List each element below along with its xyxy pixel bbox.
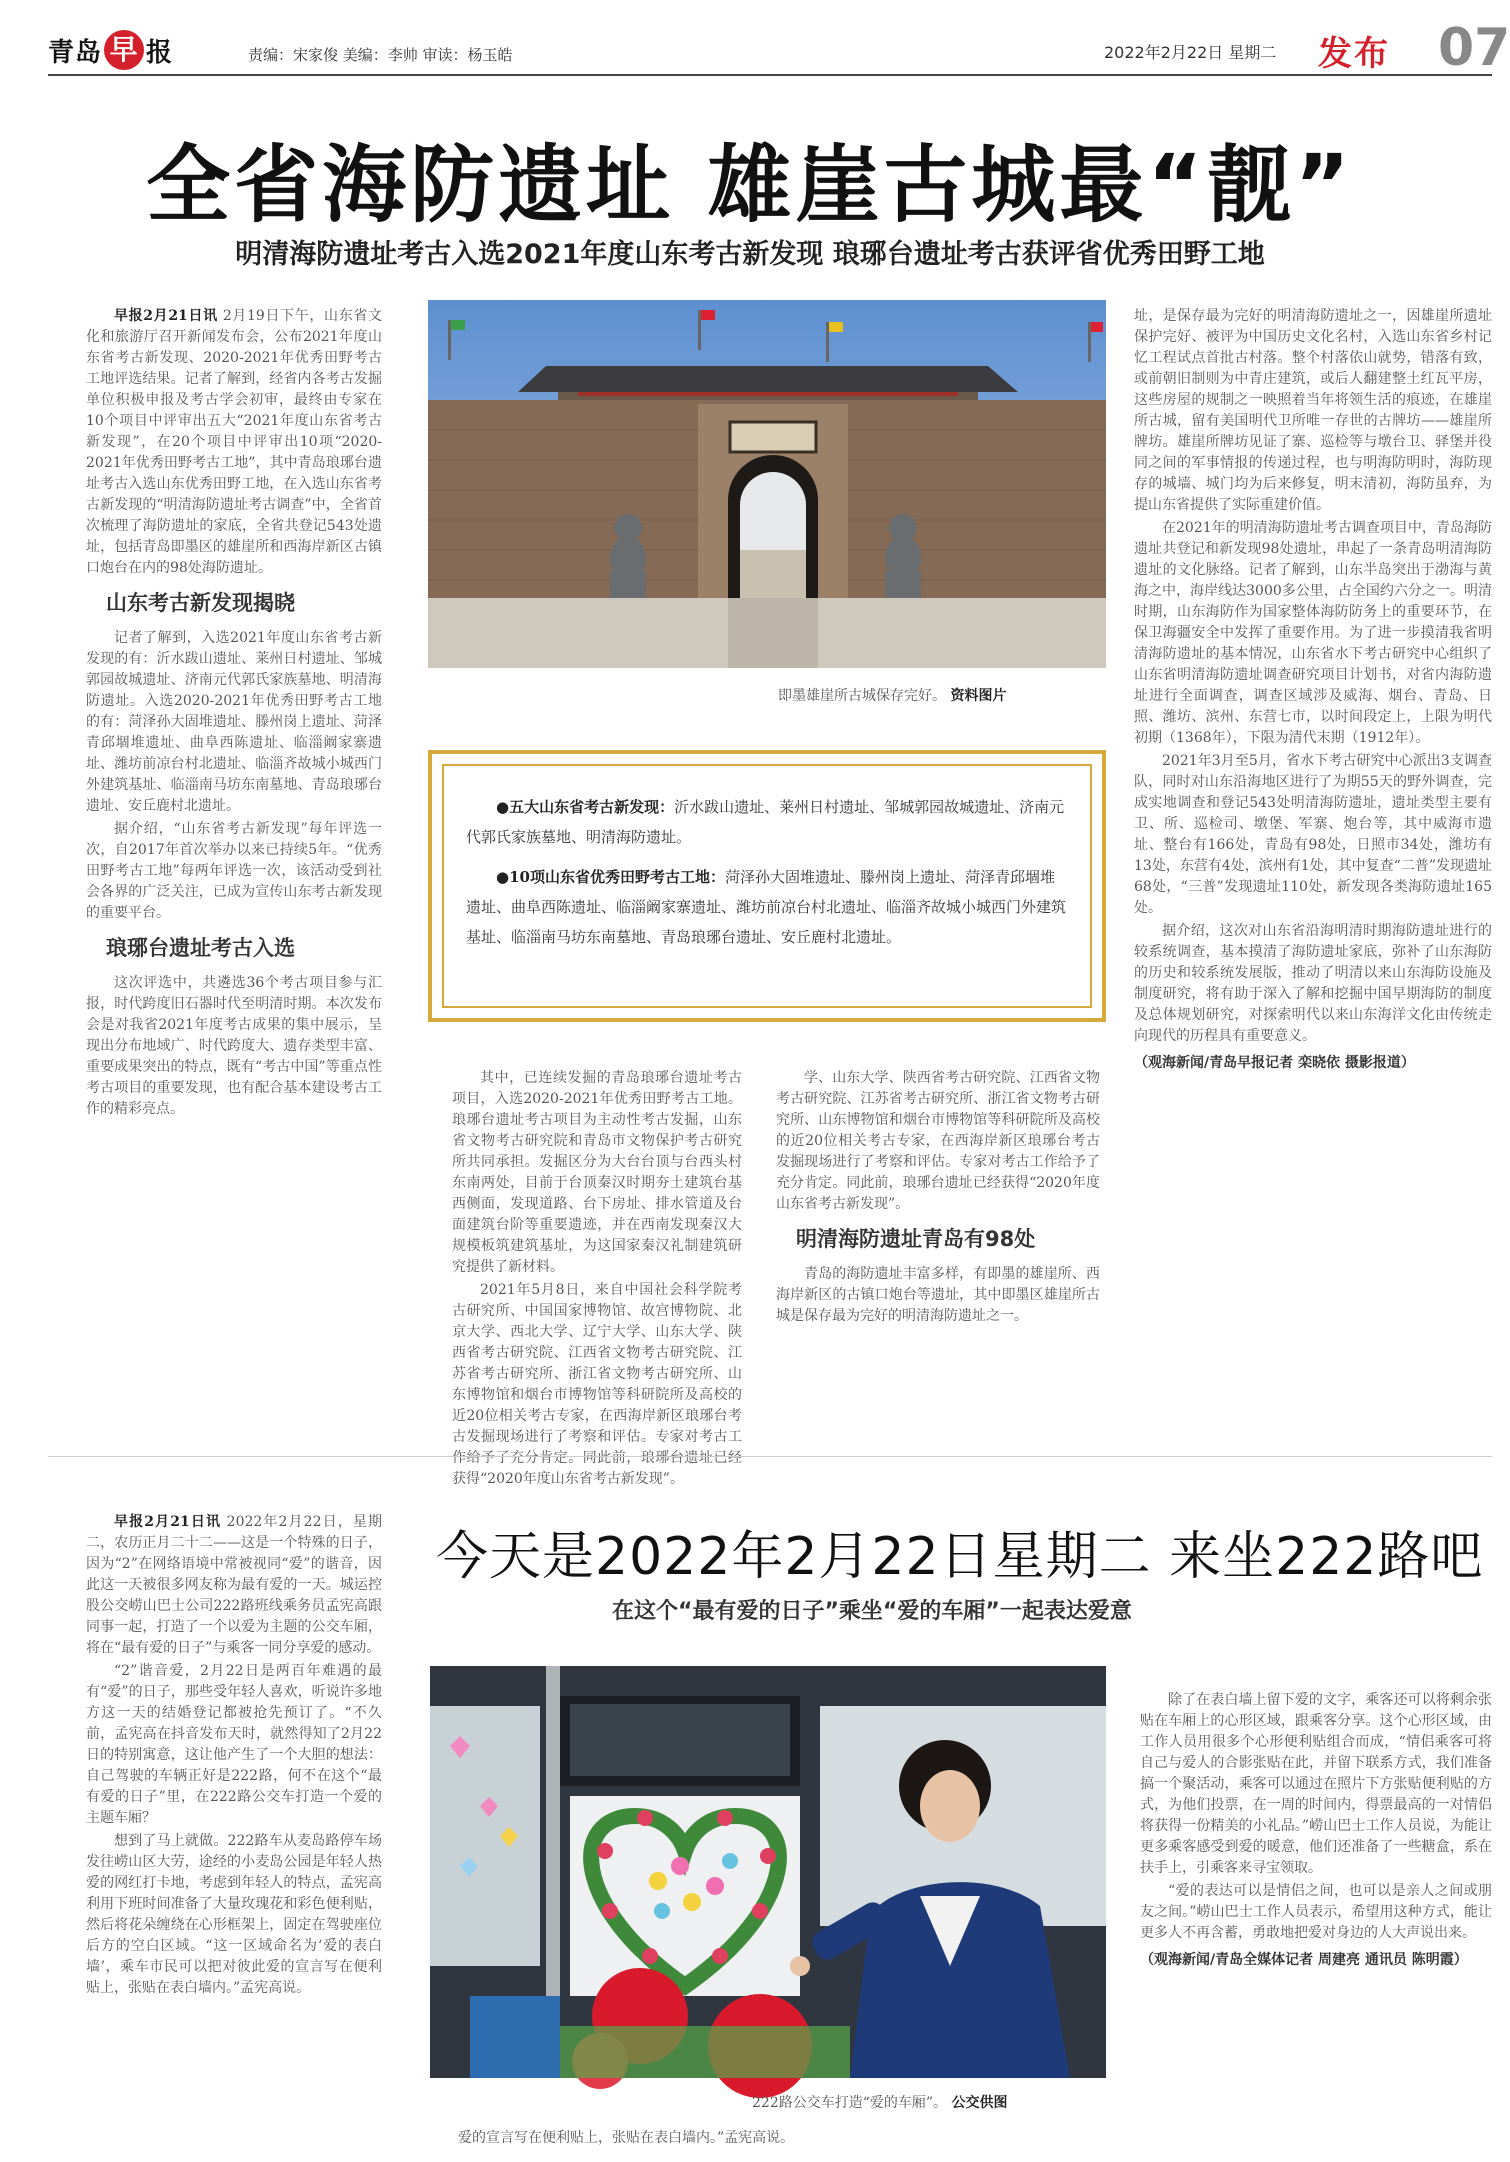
story2-byline: （观海新闻/青岛全媒体记者 周建亮 通讯员 陈明霞） [1140,1952,1468,1968]
bus-love-wall-photo [430,1666,1106,2078]
city-gate-photo [428,300,1106,668]
logo-text-left: 青岛 [48,38,103,68]
newspaper-logo [48,32,173,70]
story1-paragraph: 2021年3月至5月，省水下考古研究中心派出3支调查队，同时对山东沿海地区进行了为期55天的野外调查，完成实地调查和登记543处明清海防遗址，遗址类型主要有卫、所、巡检司、墩堡、军寨、炮台等，其中威海市遗址、整台有166处，青岛有98处，日照市34处，潍坊有13处，东营有4处，滨州有1处，其中复查“二普”发现遗址68处，“三普”发现遗址110处，新发现各类海防遗址165处。 [1134,753,1492,916]
photo-credit: 公交供图 [951,2095,1008,2111]
story1-paragraph: 记者了解到，入选2021年度山东省考古新发现的有：沂水跋山遗址、莱州日村遗址、邹城郭园故城遗址、济南元代郭氏家族墓地、明清海防遗址。入选2020-2021年优秀田野考古工地的有：菏泽孙大固堆遗址、滕州岗上遗址、菏泽青邱堌堆遗址、曲阜西陈遗址、临淄阚家寨遗址、潍坊前凉台村北遗址、临淄齐故城小城西门外建筑基址、临淄南马坊东南墓地、青岛琅琊台遗址、安丘鹿村北遗址。 [86,630,382,814]
dateline: 早报2月21日讯 [114,1514,222,1530]
story1-column-1 [86,306,382,1432]
story1-paragraph: 早报2月21日讯 2月19日下午，山东省文化和旅游厅召开新闻发布会，公布2021年度山东省考古新发现、2020-2021年优秀田野考古工地评选结果。记者了解到，经省内各考古发掘单位积极申报及考古学会初审，最终由专家在10个项目中评审出五大“2021年度山东省考古新发现”，在20个项目中评审出10项“2020-2021年优秀田野考古工地”，其中青岛琅琊台遗址考古入选山东优秀田野工地，在入选山东省考古新发现的“明清海防遗址考古调查”中，全省首次梳理了海防遗址的家底，全省共登记543处遗址，包括青岛即墨区的雄崖所和西海岸新区古镇口炮台在内的98处海防遗址。 [86,308,382,576]
story-divider [48,1456,1492,1457]
info-box-label: ●10项山东省优秀田野考古工地： [496,868,725,886]
section-name: 发布 [1318,34,1390,74]
story1-crosshead: 山东考古新发现揭晓 [106,591,295,615]
story2-paragraph: 除了在表白墙上留下爱的文字，乘客还可以将剩余张贴在车厢上的心形区域，跟乘客分享。这个心形区域，由工作人员用很多个心形便利贴组合而成，“情侣乘客可将自己与爱人的合影张贴在此，并留下联系方式，我们准备搞一个聚活动，乘客可以通过在照片下方张贴便利贴的方式，为他们投票，在一周的时间内，得票最高的一对情侣将获得一份精美的小礼品。”崂山巴士工作人员说，为能让更多乘客感受到爱的暖意，他们还准备了一些糖盒，系在扶手上，引乘客来寻宝领取。 [1140,1692,1492,1876]
page-number: 07 [1438,18,1510,78]
photo-credit: 资料图片 [950,688,1007,704]
bus-love-wall-image [430,1666,1106,2078]
editor-credits: 责编：宋家俊 美编：李帅 审读：杨玉皓 [248,46,513,64]
info-box-label: ●五大山东省考古新发现： [496,798,675,816]
story1-paragraph: 学、山东大学、陕西省考古研究院、江西省文物考古研究院、江苏省考古研究所、浙江省文物考古研究所、山东博物馆和烟台市博物馆等科研院所及高校的近20位相关考古专家，在西海岸新区琅琊台考古发掘现场进行了考察和评估。专家对考古工作给予了充分肯定。同此前，琅琊台遗址已经获得“2020年度山东省考古新发现”。 [776,1070,1100,1212]
story1-column-4 [1134,306,1492,1432]
story1-paragraph: 青岛的海防遗址丰富多样，有即墨的雄崖所、西海岸新区的古镇口炮台等遗址，其中即墨区雄崖所古城是保存最为完好的明清海防遗址之一。 [776,1266,1100,1324]
logo-text-right: 报 [146,38,174,68]
story2-paragraph: 爱的宣言写在便利贴上，张贴在表白墙内。”孟宪高说。 [458,2130,795,2146]
logo-mark-icon: 早 [104,30,144,70]
story2-paragraph: “2”谐音爱，2月22日是两百年难遇的最有“爱”的日子，那些受年轻人喜欢，听说许多地方这一天的结婚登记都被抢先预订了。“不久前，孟宪高在抖音发布天时，就然得知了2月22日的特别寓意，这让他产生了一个大胆的想法：自己驾驶的车辆正好是222路，何不在这个“最有爱的日子”里，在222路公交车打造一个爱的主题车厢？ [86,1663,382,1826]
story2-paragraph: 想到了马上就做。222路车从麦岛路停车场发往崂山区大劳，途经的小麦岛公园是年轻人热爱的网红打卡地，考虑到年轻人的特点，孟宪高利用下班时间准备了大量玫瑰花和彩色便利贴，然后将花朵缠绕在心形框架上，固定在驾驶座位后方的空白区域。“这一区域命名为‘爱的表白墙’，乘车市民可以把对彼此爱的宣言写在便利贴上，张贴在表白墙内。”孟宪高说。 [86,1833,382,1996]
photo-caption: 即墨雄崖所古城保存完好。 资料图片 [778,688,1007,704]
story2-paragraph: 早报2月21日讯 2022年2月22日，星期二，农历正月二十二——这是一个特殊的日子，因为“2”在网络语境中常被视同“爱”的谐音，因此这一天被很多网友称为最有爱的一天。城运控股公交崂山巴士公司222路班线乘务员孟宪高跟同事一起，打造了一个以爱为主题的公交车厢，将在“最有爱的日子”与乘客一同分享爱的感动。 [86,1514,382,1656]
story1-column-2 [452,1068,742,1487]
dateline: 早报2月21日讯 [114,308,218,324]
city-gate-image [428,300,1106,668]
info-box-inner [442,764,1092,1008]
info-box-item: ●五大山东省考古新发现：沂水跋山遗址、莱州日村遗址、邹城郭园故城遗址、济南元代郭氏家族墓地、明清海防遗址。 [466,798,1065,846]
story1-column-3 [776,1068,1100,1432]
story1-paragraph: 据介绍，“山东省考古新发现”每年评选一次，自2017年首次举办以来已持续5年。“优秀田野考古工地”每两年评选一次，该活动受到社会各界的广泛关注，已成为宣传山东考古新发现的重要平台。 [86,821,382,921]
story1-byline: （观海新闻/青岛早报记者 栾晓依 摄影报道） [1134,1055,1415,1071]
story1-subheadline: 明清海防遗址考古入选2021年度山东考古新发现 琅琊台遗址考古获评省优秀田野工地 [235,239,1265,270]
story1-paragraph: 这次评选中，共遴选36个考古项目参与汇报，时代跨度旧石器时代至明清时期。本次发布会是对我省2021年度考古成果的集中展示，呈现出分布地域广、时代跨度大、遗存类型丰富、重要成果突出的特点，既有“考古中国”等重点性考古项目的重要发现，也有配合基本建设考古工作的精彩亮点。 [86,975,382,1117]
story2-column-4 [1140,1690,1492,2158]
info-box [428,750,1106,1022]
story1-paragraph: 据介绍，这次对山东省沿海明清时期海防遗址进行的较系统调查，基本摸清了海防遗址家底，弥补了山东海防的历史和较系统发展版，推动了明清以来山东海防设施及制度研究，将有助于深入了解和挖掘中国早期海防的制度及总体规划研究，对探索明代以来山东海洋文化由传统走向现代的历程具有重要意义。 [1134,923,1492,1044]
issue-date: 2022年2月22日 星期二 [1104,43,1277,62]
story2-column-1 [86,1512,382,2158]
story1-crosshead: 琅琊台遗址考古入选 [106,936,295,960]
story1-headline: 全省海防遗址 雄崖古城最“靓” [146,136,1354,234]
story2-paragraph: “爱的表达可以是情侣之间，也可以是亲人之间或朋友之间。”崂山巴士工作人员表示，希望用这种方式，能让更多人不再含蓄，勇敢地把爱对身边的人大声说出来。 [1140,1883,1492,1941]
story2-subheadline: 在这个“最有爱的日子”乘坐“爱的车厢”一起表达爱意 [612,1599,1132,1624]
story1-paragraph: 在2021年的明清海防遗址考古调查项目中，青岛海防遗址共登记和新发现98处遗址，串起了一条青岛明清海防遗址的文化脉络。记者了解到，山东半岛突出于渤海与黄海之中，海岸线达3000多公里，占全国约六分之一。明清时期，山东海防作为国家整体海防防务上的重要环节，在保卫海疆安全中发挥了重要作用。为了进一步摸清我省明清海防遗址的基本情况，山东省水下考古研究中心组织了山东省明清海防遗址调查研究项目计划书，对省内海防遗址进行全面调查，调查区域涉及威海、烟台、青岛、日照、潍坊、滨州、东营七市，以时间段定上，上限为明代初期（1368年），下限为清代末期（1912年）。 [1134,520,1492,746]
info-box-item: ●10项山东省优秀田野考古工地：菏泽孙大固堆遗址、滕州岗上遗址、菏泽青邱堌堆遗址、曲阜西陈遗址、临淄阚家寨遗址、潍坊前凉台村北遗址、临淄齐故城小城西门外建筑基址、临淄南马坊东南墓地、青岛琅琊台遗址、安丘鹿村北遗址。 [466,868,1067,946]
story1-crosshead: 明清海防遗址青岛有98处 [796,1227,1036,1251]
page-header [48,18,1510,78]
photo-caption: 222路公交车打造“爱的车厢”。 公交供图 [752,2095,1008,2111]
story2-column-2 [430,2128,1106,2158]
story1-paragraph: 其中，已连续发掘的青岛琅琊台遗址考古项目，入选2020-2021年优秀田野考古工地。琅琊台遗址考古项目为主动性考古发掘，山东省文物考古研究院和青岛市文物保护考古研究所共同承担。发掘区分为大台台顶与台西头村东南两处，目前于台顶秦汉时期夯土建筑台基西侧面，发现道路、台下房址、排水管道及台面建筑台阶等重要遗迹，并在西南发现秦汉大规模板筑建筑基址，为这国家秦汉礼制建筑研究提供了新材料。 [452,1070,742,1275]
story1-paragraph: 址，是保存最为完好的明清海防遗址之一，因雄崖所遗址保护完好、被评为中国历史文化名村，入选山东省乡村记忆工程试点首批古村落。整个村落依山就势，错落有致，或前朝旧制则为中青庄建筑，或后人翻建整土红瓦平房，这些房屋的规制之一映照着当年将领生活的痕迹，在雄崖所古城，留有美国明代卫所唯一存世的古牌坊——雄崖所牌坊。雄崖所牌坊见证了寨、巡检等与墩台卫、驿堡并役同之间的军事情报的传递过程，也与明海防明时，海防现存的城墙、城门均为后来修复，明末清初，海防虽弃，为提山东省提供了实际重建价值。 [1134,308,1492,513]
story1-paragraph: 2021年5月8日，来自中国社会科学院考古研究所、中国国家博物馆、故宫博物院、北京大学、西北大学、辽宁大学、山东大学、陕西省考古研究院、江西省文物考古研究院、江苏省考古研究所、浙江省文物考古研究所、山东博物馆和烟台市博物馆等科研院所及高校的近20位相关考古专家，在西海岸新区琅琊台考古发掘现场进行了考察和评估。专家对考古工作给予了充分肯定。同此前，琅琊台遗址已经获得“2020年度山东省考古新发现”。 [452,1282,742,1487]
story2-headline: 今天是2022年2月22日星期二 来坐222路吧 [436,1527,1484,1587]
